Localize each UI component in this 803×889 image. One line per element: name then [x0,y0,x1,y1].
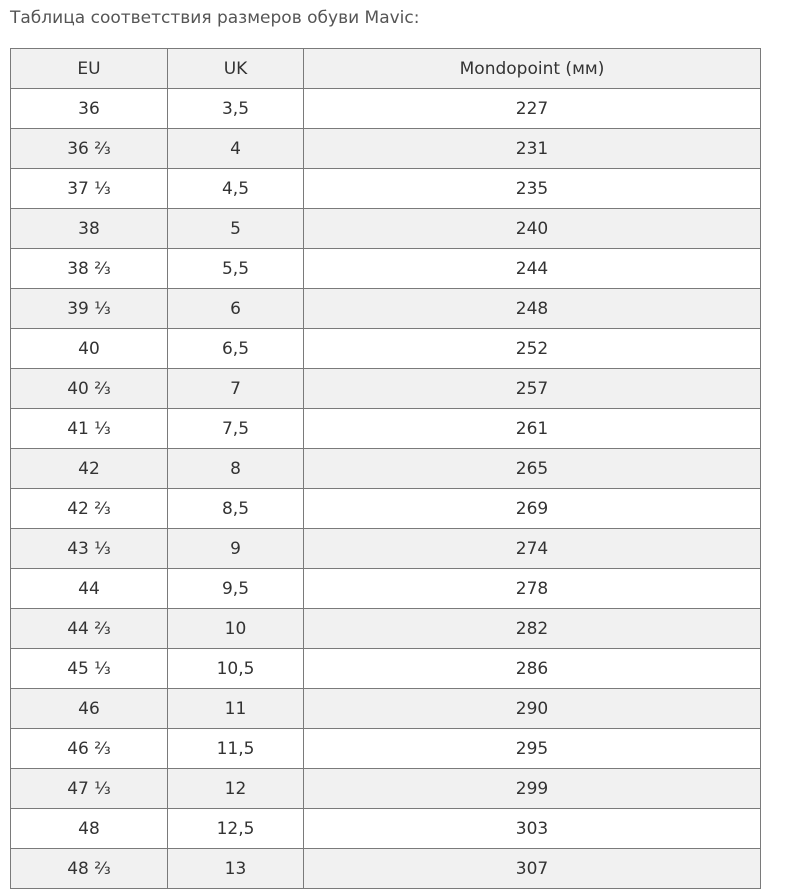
table-row [11,249,761,289]
cell-uk: 5 [168,209,304,249]
cell-mondopoint: 265 [304,449,761,489]
table-row [11,329,761,369]
cell-uk: 6 [168,289,304,329]
size-conversion-table [10,48,761,889]
table-row [11,369,761,409]
cell-uk: 7 [168,369,304,409]
cell-mondopoint: 269 [304,489,761,529]
cell-uk: 12,5 [168,809,304,849]
cell-eu: 45 ⅓ [11,649,168,689]
cell-eu: 44 [11,569,168,609]
cell-mondopoint: 307 [304,849,761,889]
cell-mondopoint: 282 [304,609,761,649]
cell-eu: 44 ⅔ [11,609,168,649]
table-row [11,689,761,729]
table-caption: Таблица соответствия размеров обуви Mavic: [10,8,420,28]
cell-mondopoint: 290 [304,689,761,729]
table-row [11,209,761,249]
table-row [11,89,761,129]
table-row [11,729,761,769]
header-mondopoint: Mondopoint (мм) [304,49,761,89]
cell-uk: 13 [168,849,304,889]
cell-uk: 11,5 [168,729,304,769]
cell-mondopoint: 244 [304,249,761,289]
table-row [11,649,761,689]
cell-uk: 5,5 [168,249,304,289]
cell-uk: 7,5 [168,409,304,449]
cell-eu: 40 ⅔ [11,369,168,409]
cell-mondopoint: 227 [304,89,761,129]
cell-uk: 11 [168,689,304,729]
cell-mondopoint: 295 [304,729,761,769]
header-eu: EU [11,49,168,89]
cell-mondopoint: 235 [304,169,761,209]
cell-eu: 42 ⅔ [11,489,168,529]
cell-mondopoint: 274 [304,529,761,569]
table-row [11,489,761,529]
cell-eu: 36 ⅔ [11,129,168,169]
header-uk: UK [168,49,304,89]
cell-eu: 38 ⅔ [11,249,168,289]
cell-eu: 40 [11,329,168,369]
cell-uk: 9,5 [168,569,304,609]
cell-eu: 43 ⅓ [11,529,168,569]
cell-eu: 38 [11,209,168,249]
cell-uk: 9 [168,529,304,569]
cell-uk: 12 [168,769,304,809]
cell-uk: 3,5 [168,89,304,129]
table-row [11,609,761,649]
cell-mondopoint: 248 [304,289,761,329]
table-row [11,529,761,569]
table-row [11,289,761,329]
cell-uk: 4,5 [168,169,304,209]
cell-uk: 8 [168,449,304,489]
cell-mondopoint: 303 [304,809,761,849]
cell-eu: 48 ⅔ [11,849,168,889]
cell-uk: 10 [168,609,304,649]
cell-mondopoint: 286 [304,649,761,689]
table-row [11,849,761,889]
cell-mondopoint: 257 [304,369,761,409]
cell-eu: 42 [11,449,168,489]
cell-eu: 37 ⅓ [11,169,168,209]
cell-eu: 41 ⅓ [11,409,168,449]
cell-uk: 8,5 [168,489,304,529]
cell-uk: 6,5 [168,329,304,369]
cell-mondopoint: 231 [304,129,761,169]
table-row [11,129,761,169]
cell-mondopoint: 261 [304,409,761,449]
table-row [11,769,761,809]
cell-mondopoint: 299 [304,769,761,809]
table-row [11,809,761,849]
table-header-row [11,49,761,89]
cell-eu: 48 [11,809,168,849]
table-row [11,409,761,449]
cell-mondopoint: 252 [304,329,761,369]
cell-eu: 47 ⅓ [11,769,168,809]
cell-eu: 39 ⅓ [11,289,168,329]
cell-uk: 4 [168,129,304,169]
cell-eu: 36 [11,89,168,129]
table-row [11,449,761,489]
cell-eu: 46 ⅔ [11,729,168,769]
table-row [11,169,761,209]
cell-mondopoint: 278 [304,569,761,609]
table-row [11,569,761,609]
cell-mondopoint: 240 [304,209,761,249]
cell-uk: 10,5 [168,649,304,689]
cell-eu: 46 [11,689,168,729]
